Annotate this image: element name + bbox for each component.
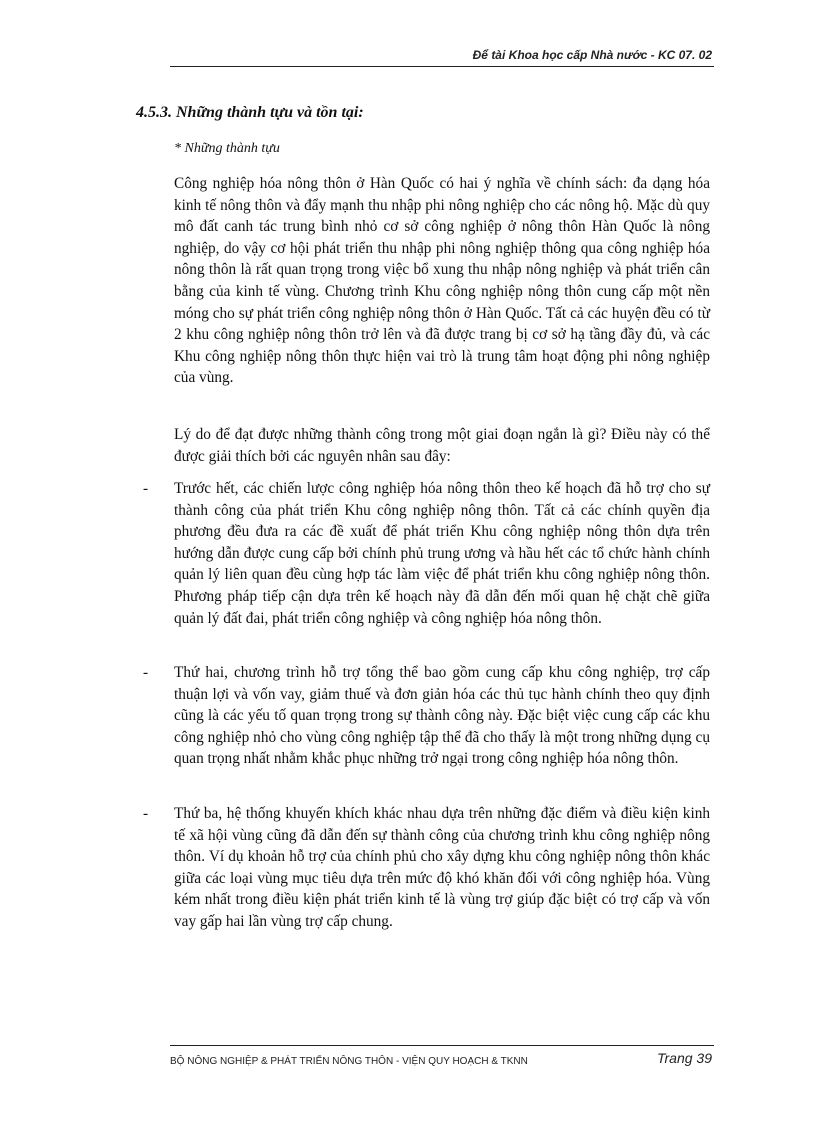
bullet-marker: -: [143, 805, 149, 822]
bullet-item-1: [143, 478, 710, 629]
bullet-text: Trước hết, các chiến lược công nghiệp hóa nông thôn theo kế hoạch đã hỗ trợ cho sự thành công của phát triển Khu công nghiệp nông thôn. Tất cả các chính quyền địa phương đều đưa ra các đề xuất để phát triển Khu công nghiệp nông thôn dựa trên hướng dẫn được cung cấp bởi chính phủ trung ương và hầu hết các tổ chức hành chính quản lý liên quan đều cùng hợp tác làm việc để phát triển khu công nghiệp nông thôn. Phương pháp tiếp cận dựa trên kế hoạch này đã dẫn đến mối quan hệ chặt chẽ giữa quản lý đất đai, phát triển công nghiệp và công nghiệp hóa nông thôn.: [174, 480, 710, 627]
paragraph-reasons: Lý do để đạt được những thành công trong một giai đoạn ngắn là gì? Điều này có thể được giải thích bởi các nguyên nhân sau đây:: [174, 426, 710, 465]
section-title: 4.5.3. Những thành tựu và tồn tại:: [136, 104, 364, 121]
paragraph-achievements: Công nghiệp hóa nông thôn ở Hàn Quốc có hai ý nghĩa về chính sách: đa dạng hóa kinh tế nông thôn và đẩy mạnh thu nhập phi nông nghiệp cho các nông hộ. Mặc dù quy mô đất canh tác trung bình nhỏ cơ sở công nghiệp ở nông thôn Hàn Quốc là nông nghiệp, do vậy cơ hội phát triển thu nhập phi nông nghiệp thông qua công nghiệp hóa nông thôn là rất quan trọng trong việc bổ xung thu nhập nông nghiệp và phát triển cân bằng của kinh tế vùng. Chương trình Khu công nghiệp nông thôn cung cấp một nền móng cho sự phát triển công nghiệp nông thôn ở Hàn Quốc. Tất cả các huyện đều có từ 2 khu công nghiệp nông thôn trở lên và đã được trang bị cơ sở hạ tầng đầy đủ, và các Khu công nghiệp nông thôn thực hiện vai trò là trung tâm hoạt động phi nông nghiệp của vùng.: [174, 175, 710, 387]
header-title: Để tài Khoa học cấp Nhà nước - KC 07. 02: [472, 48, 712, 62]
subheading: * Những thành tựu: [174, 141, 280, 156]
footer-organization: BỘ NÔNG NGHIỆP & PHÁT TRIỂN NÔNG THÔN - VIỆN QUY HOẠCH & TKNN: [170, 1056, 528, 1067]
bullet-item-3: [143, 803, 710, 933]
page-number: Trang 39: [657, 1050, 712, 1066]
bullet-item-2: [143, 662, 710, 770]
bullet-text: Thứ ba, hệ thống khuyến khích khác nhau dựa trên những đặc điểm và điều kiện kinh tế xã hội vùng cũng đã dẫn đến sự thành công của chương trình khu công nghiệp nông thôn. Ví dụ khoản hỗ trợ của chính phủ cho xây dựng khu công nghiệp nông thôn khác giữa các loại vùng mục tiêu dựa trên mức độ khó khăn đối với công nghiệp hóa. Vùng kém nhất trong điều kiện phát triển kinh tế là vùng trợ giúp đặc biệt có trợ cấp và vốn vay gấp hai lần vùng trợ cấp chung.: [174, 805, 710, 930]
bullet-text: Thứ hai, chương trình hỗ trợ tổng thể bao gồm cung cấp khu công nghiệp, trợ cấp thuận lợi và vốn vay, giảm thuế và đơn giản hóa các thủ tục hành chính theo quy định cũng là các yếu tố quan trọng trong sự thành công này. Đặc biệt việc cung cấp các khu công nghiệp nhỏ cho vùng công nghiệp tập thể đã cho thấy là một trong những dụng cụ quan trọng nhất nhằm khắc phục những trở ngại trong công nghiệp hóa nông thôn.: [174, 664, 710, 768]
page-header: [170, 42, 714, 67]
page-footer: [170, 1045, 714, 1076]
bullet-marker: -: [143, 480, 149, 497]
bullet-marker: -: [143, 664, 149, 681]
